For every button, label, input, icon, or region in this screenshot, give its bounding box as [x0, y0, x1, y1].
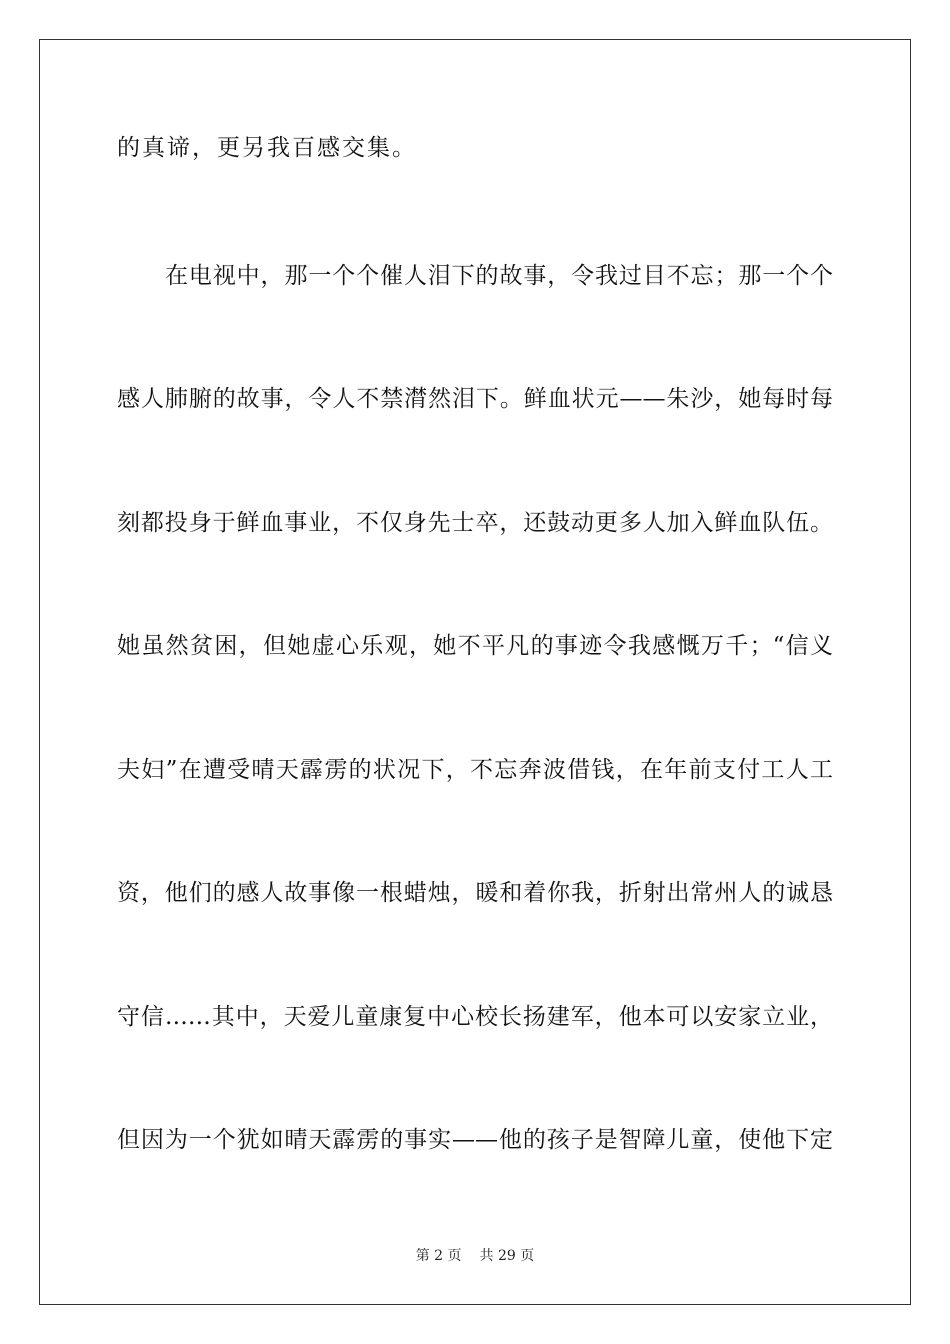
body-line-6: 夫妇”在遭受晴天霹雳的状况下，不忘奔波借钱，在年前支付工人工: [117, 757, 833, 783]
body-line-9: 但因为一个犹如晴天霹雳的事实——他的孩子是智障儿童，使他下定: [117, 1127, 833, 1153]
page-number: 第 2 页: [415, 1248, 462, 1264]
body-line-5: 她虽然贫困，但她虚心乐观，她不平凡的事迹令我感慨万千；“信义: [117, 633, 833, 659]
body-line-4: 刻都投身于鲜血事业，不仅身先士卒，还鼓动更多人加入鲜血队伍。: [117, 510, 833, 536]
body-line-2: 在电视中，那一个个催人泪下的故事，令我过目不忘；那一个个: [165, 263, 833, 289]
page-total: 共 29 页: [479, 1248, 535, 1264]
body-line-3: 感人肺腑的故事，令人不禁潸然泪下。鲜血状元——朱沙，她每时每: [117, 386, 833, 412]
body-line-7: 资，他们的感人故事像一根蜡烛，暖和着你我，折射出常州人的诚恳: [117, 880, 833, 906]
page-footer: [0, 1247, 950, 1265]
page-border: [39, 39, 911, 1305]
body-line-1: 的真谛，更另我百感交集。: [117, 135, 417, 161]
body-line-8: 守信……其中，天爱儿童康复中心校长扬建军，他本可以安家立业，: [117, 1004, 833, 1030]
